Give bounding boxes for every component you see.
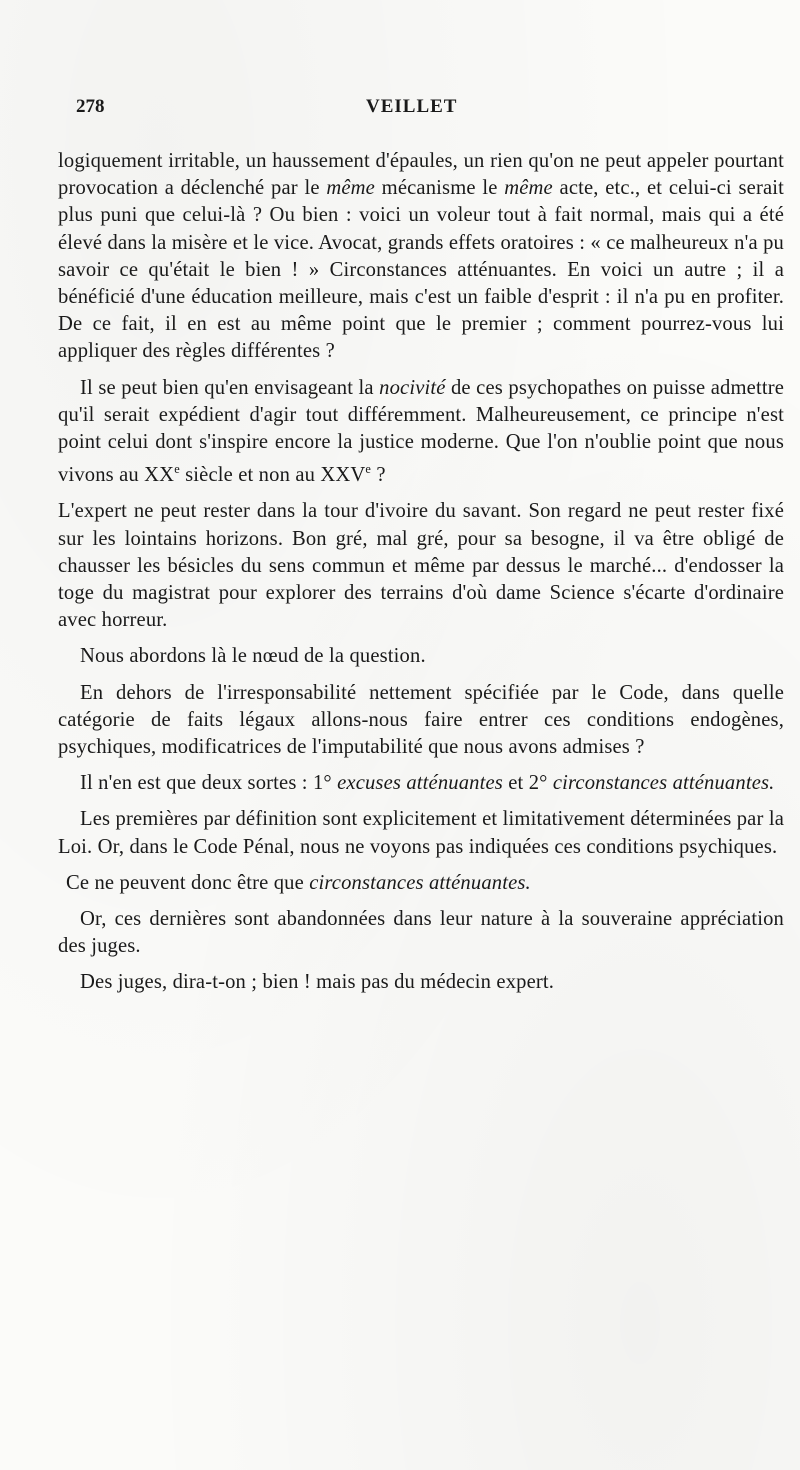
text-segment: mécanisme le — [374, 177, 505, 200]
paragraph — [58, 148, 784, 366]
paragraph — [58, 770, 784, 797]
text-segment: Les premières par définition sont explicitement et limitativement déterminées par la Loi. Or, dans le Code Pénal, nous ne voyons pas indiquées ces conditions psychiques. — [58, 808, 784, 858]
running-head — [76, 96, 770, 126]
paragraph — [58, 806, 784, 860]
text-segment: Il se peut bien qu'en envisageant la — [80, 376, 380, 399]
text-segment: L'expert ne peut rester dans la tour d'ivoire du savant. Son regard ne peut rester fixé sur les lointains horizons. Bon gré, mal gré, pour sa besogne, il va être obligé de chausser les bésicles du sens commun et même par dessus le marché... d'endosser la toge du magistrat pour explorer des terrains d'où dame Science s'écarte d'ordinaire avec horreur. — [58, 500, 784, 632]
italic-text: nocivité — [379, 376, 446, 399]
italic-text: même — [504, 177, 553, 200]
italic-text: circonstances atténuantes. — [309, 871, 531, 894]
paragraph — [58, 643, 784, 670]
paragraph — [58, 870, 784, 897]
paragraph — [58, 680, 784, 762]
page-number: 278 — [76, 96, 105, 117]
superscript: e — [365, 462, 372, 477]
text-segment: acte, etc., et celui-ci serait plus puni que celui-là ? Ou bien : voici un voleur tout à fait normal, mais qui a été élevé dans la misère et le vice. Avocat, grands effets oratoires : « ce malheureux n'a pu savoir ce qu'était le bien ! » Circonstances atténuantes. En voici un autre ; il a bénéficié d'une éducation meilleure, mais c'est un faible d'esprit : il n'a pu en profiter. De ce fait, il en est au même point que le premier ; comment pourrez-vous lui appliquer des règles différentes ? — [58, 177, 784, 363]
paragraph — [58, 498, 784, 634]
text-segment: logiquement irritable, un haussement d'épaules, un rien qu'on ne peut appeler pourtant provocation a déclenché par le — [58, 150, 784, 200]
text-segment: Nous abordons là le nœud de la question. — [80, 645, 426, 668]
text-segment: Des juges, dira-t-on ; bien ! mais pas du médecin expert. — [80, 971, 555, 994]
text-segment: Or, ces dernières sont abandonnées dans leur nature à la souveraine appréciation des juges. — [58, 907, 784, 958]
paragraph — [58, 969, 784, 996]
text-segment: et 2° — [502, 772, 553, 795]
superscript: e — [174, 462, 180, 477]
text-segment: siècle et non au XXV — [179, 464, 366, 487]
paragraph — [58, 375, 784, 490]
paragraph — [58, 906, 784, 960]
text-segment: Ce ne peuvent donc être que — [66, 871, 310, 894]
text-segment: de ces psychopathes on puisse admettre qu'il serait expédient d'agir tout différemment. Malheureusement, ce principe n'est point celui dont s'inspire encore la justice moderne. Que l'on n'oublie point que nous vivons au XX — [58, 376, 785, 487]
italic-text: circonstances atténuantes. — [552, 772, 775, 795]
italic-text: excuses atténuantes — [337, 772, 503, 795]
text-segment: Il n'en est que deux sortes : 1° — [80, 772, 338, 795]
text-segment: ? — [371, 464, 386, 487]
running-title: VEILLET — [366, 96, 458, 117]
text-segment: En dehors de l'irresponsabilité nettement spécifiée par le Code, dans quelle catégorie de faits légaux allons-nous faire entrer ces conditions endogènes, psychiques, modificatrices de l'imputabilité que nous avons admises ? — [58, 681, 784, 758]
body-text — [58, 148, 784, 1006]
italic-text: même — [326, 177, 375, 200]
